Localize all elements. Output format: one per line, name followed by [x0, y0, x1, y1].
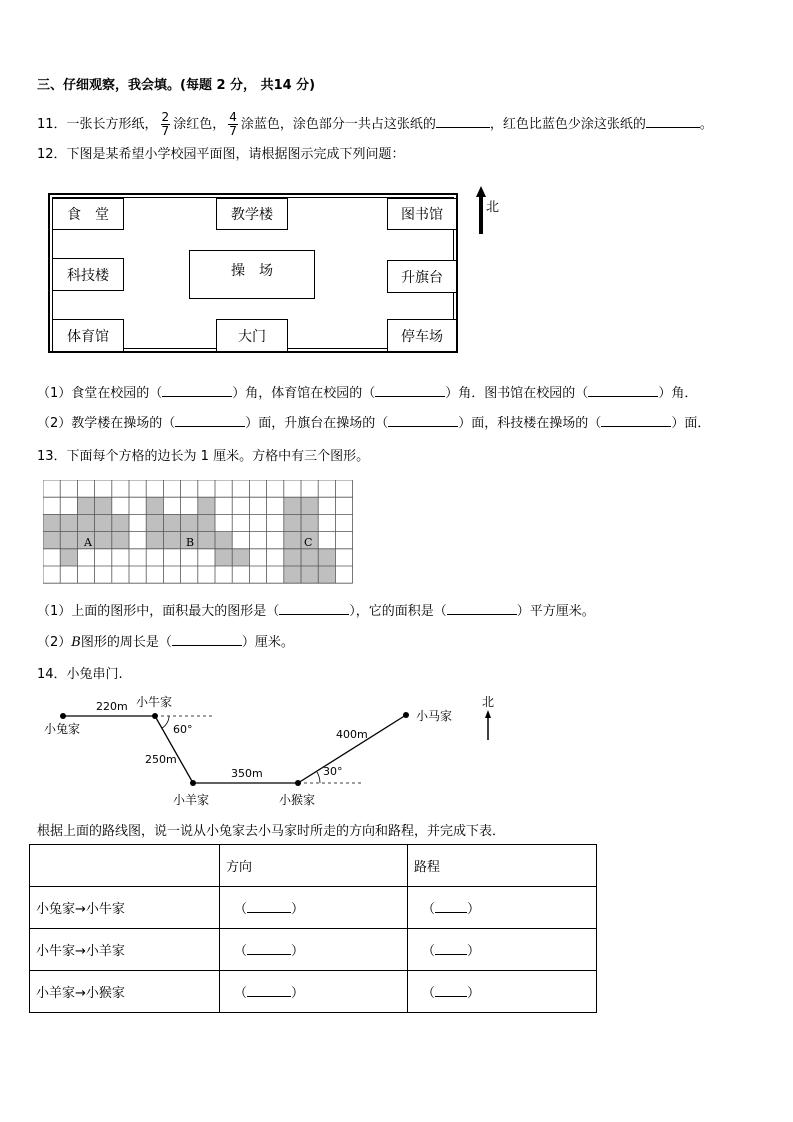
shaded-cell	[215, 549, 232, 566]
shaded-cell	[301, 566, 318, 583]
route-cell: 小羊家→小猴家	[30, 971, 220, 1013]
shaded-cell	[181, 514, 198, 531]
playground: 操 场	[189, 250, 315, 299]
shaded-cell	[198, 514, 215, 531]
table-header-row	[30, 845, 597, 887]
answer-blank[interactable]	[588, 384, 658, 397]
section-title: 三、仔细观察，我会填。(每题 2 分， 共14 分)	[37, 78, 316, 93]
table-header: 方向	[220, 845, 408, 887]
label-horse: 小马家	[416, 709, 453, 723]
shaded-cell	[318, 549, 335, 566]
shaded-cell	[95, 514, 112, 531]
route-cell: 小牛家→小羊家	[30, 929, 220, 971]
angle-60: 60°	[173, 723, 193, 736]
distance-cell[interactable]: （ ）	[408, 929, 597, 971]
direction-cell[interactable]: （ ）	[220, 929, 408, 971]
answer-blank[interactable]	[447, 602, 517, 615]
shaded-cell	[284, 549, 301, 566]
shaded-cell	[301, 549, 318, 566]
distance-350: 350m	[231, 767, 263, 780]
question-14-stem: 14．小兔串门.	[37, 667, 123, 682]
answer-blank[interactable]	[435, 900, 467, 913]
answer-blank[interactable]	[375, 384, 445, 397]
building-library: 图书馆	[387, 198, 457, 230]
table-row	[30, 887, 597, 929]
shaded-cell	[284, 532, 301, 549]
shaded-cell	[301, 514, 318, 531]
shaded-cell	[215, 532, 232, 549]
distance-cell[interactable]: （ ）	[408, 887, 597, 929]
grid-figure	[43, 480, 353, 584]
shaded-cell	[284, 514, 301, 531]
building-flag: 升旗台	[387, 260, 457, 293]
north-arrow-icon	[485, 710, 491, 740]
table-header	[30, 845, 220, 887]
shaded-cell	[77, 497, 94, 514]
shaded-cell	[77, 514, 94, 531]
route-table	[29, 844, 597, 1013]
fraction-4-7: $\frac{4}{7}$	[229, 110, 237, 138]
shaded-cell	[146, 514, 163, 531]
distance-400: 400m	[336, 728, 368, 741]
figure-label-c: C	[304, 536, 313, 549]
campus-map	[48, 193, 458, 353]
question-12-sub1: （1）食堂在校园的（ ）角，体育馆在校园的（ ）角．图书馆在校园的（ ）角．	[37, 386, 698, 401]
table-header: 路程	[408, 845, 597, 887]
label-rabbit: 小兔家	[44, 722, 81, 736]
angle-30: 30°	[323, 765, 343, 778]
shaded-cell	[284, 497, 301, 514]
distance-cell[interactable]: （ ）	[408, 971, 597, 1013]
shaded-cell	[318, 566, 335, 583]
question-12-stem: 12．下图是某希望小学校园平面图，请根据图示完成下列问题：	[37, 147, 405, 162]
table-row	[30, 929, 597, 971]
north-label: 北	[482, 695, 495, 709]
answer-blank[interactable]	[279, 602, 349, 615]
label-cow: 小牛家	[136, 695, 173, 709]
figure-label-a: A	[84, 536, 92, 549]
shaded-cell	[232, 549, 249, 566]
point-rabbit	[60, 713, 66, 719]
question-11: 11．一张长方形纸， $\frac{2}{7}$ 涂红色， $\frac{4}{7}$ 涂蓝色，涂色部分一共占这张纸的 ，红色比蓝色少涂这张纸的 。	[37, 110, 713, 138]
direction-cell[interactable]: （ ）	[220, 887, 408, 929]
point-monkey	[295, 780, 301, 786]
shaded-cell	[146, 532, 163, 549]
route-map	[30, 688, 520, 810]
distance-250: 250m	[145, 753, 177, 766]
answer-blank[interactable]	[388, 414, 458, 427]
shaded-cell	[60, 514, 77, 531]
shaded-cell	[198, 532, 215, 549]
shaded-cell	[198, 497, 215, 514]
answer-blank[interactable]	[162, 384, 232, 397]
shaded-cell	[60, 532, 77, 549]
square-grid	[43, 480, 353, 584]
answer-blank[interactable]	[247, 900, 291, 913]
shaded-cell	[284, 566, 301, 583]
label-monkey: 小猴家	[279, 793, 316, 807]
point-horse	[403, 712, 409, 718]
figure-label-b: B	[186, 536, 195, 549]
route-cell: 小兔家→小牛家	[30, 887, 220, 929]
shaded-cell	[43, 532, 60, 549]
building-parking: 停车场	[387, 319, 457, 352]
shaded-cell	[95, 532, 112, 549]
question-13-stem: 13．下面每个方格的边长为 1 厘米。方格中有三个图形。	[37, 449, 370, 464]
shaded-cell	[95, 497, 112, 514]
shaded-cell	[163, 532, 180, 549]
direction-cell[interactable]: （ ）	[220, 971, 408, 1013]
q11-prefix: 11．一张长方形纸，	[37, 117, 158, 132]
shaded-cell	[60, 549, 77, 566]
answer-blank[interactable]	[247, 984, 291, 997]
answer-blank[interactable]	[247, 942, 291, 955]
answer-blank[interactable]	[172, 633, 242, 646]
question-13-sub2: （2）B图形的周长是（ ）厘米。	[37, 635, 294, 650]
shaded-cell	[43, 514, 60, 531]
building-gym: 体育馆	[52, 319, 124, 352]
answer-blank[interactable]	[175, 414, 245, 427]
shaded-cell	[112, 514, 129, 531]
building-science: 科技楼	[52, 258, 124, 291]
shaded-cell	[112, 532, 129, 549]
question-14-instruction: 根据上面的路线图，说一说从小兔家去小马家时所走的方向和路程，并完成下表．	[37, 824, 506, 839]
shaded-cell	[146, 497, 163, 514]
answer-blank[interactable]	[435, 942, 467, 955]
distance-220: 220m	[96, 700, 128, 713]
fraction-2-7: $\frac{2}{7}$	[161, 110, 170, 138]
building-teaching: 教学楼	[216, 198, 288, 230]
answer-blank[interactable]	[646, 115, 700, 128]
table-row	[30, 971, 597, 1013]
shaded-cell	[301, 497, 318, 514]
shaded-cell	[163, 514, 180, 531]
answer-blank[interactable]	[436, 115, 490, 128]
point-sheep	[190, 780, 196, 786]
building-canteen: 食 堂	[52, 198, 124, 230]
school-gate: 大门	[216, 319, 288, 352]
north-label: 北	[486, 200, 500, 215]
question-13-sub1: （1）上面的图形中，面积最大的图形是（ ），它的面积是（ ）平方厘米。	[37, 604, 595, 619]
label-sheep: 小羊家	[173, 793, 210, 807]
answer-blank[interactable]	[435, 984, 467, 997]
answer-blank[interactable]	[601, 414, 671, 427]
question-12-sub2: （2）教学楼在操场的（ ）面，升旗台在操场的（ ）面，科技楼在操场的（ ）面．	[37, 416, 711, 431]
point-cow	[152, 713, 158, 719]
